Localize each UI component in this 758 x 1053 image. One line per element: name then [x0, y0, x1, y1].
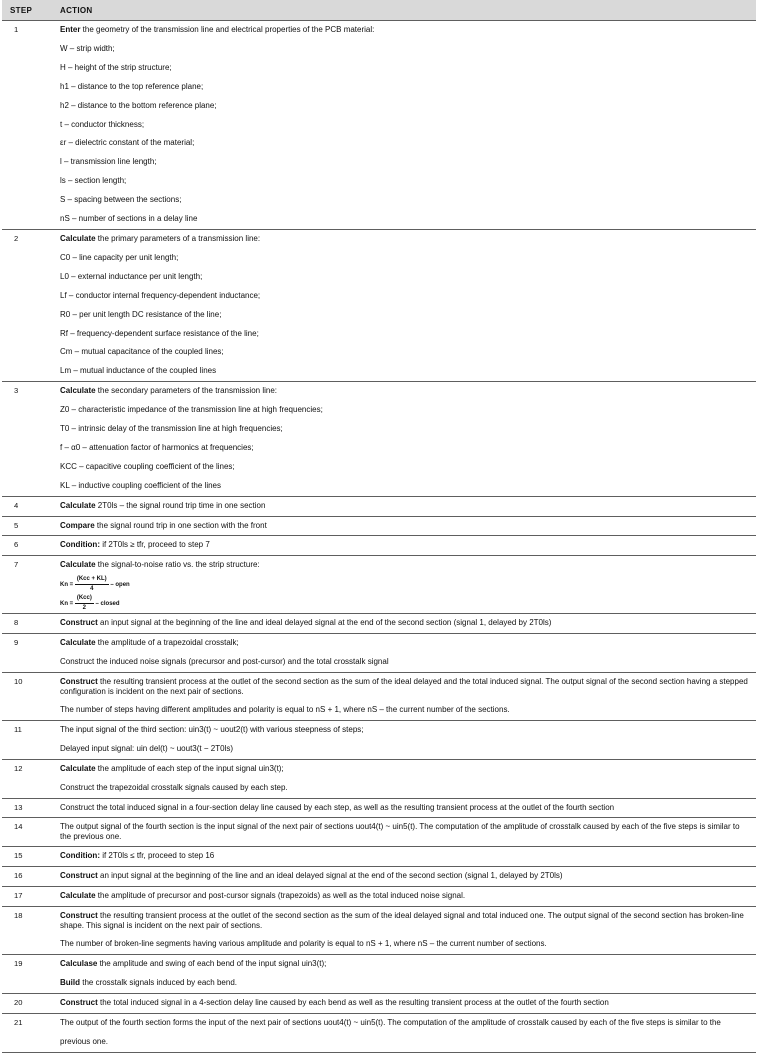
- action-text: the amplitude of each step of the input signal uin3(t);: [95, 763, 284, 773]
- table-row: [2, 673, 756, 721]
- action-line: [60, 268, 750, 287]
- step-number: 9: [2, 634, 52, 673]
- action-text: if 2T0ls ≥ tfr, proceed to step 7: [99, 540, 210, 550]
- action-text: the amplitude of precursor and post-cursor signals (trapezoids) as well as the total induced noise signal.: [95, 891, 466, 901]
- step-action: [52, 759, 756, 798]
- step-number: 15: [2, 847, 52, 867]
- action-text: Lm – mutual inductance of the coupled lines: [60, 366, 217, 376]
- action-line: [60, 779, 750, 798]
- action-line: [60, 974, 750, 993]
- fraction-denominator: 2: [82, 605, 87, 612]
- table-row: [2, 759, 756, 798]
- step-number: 17: [2, 887, 52, 907]
- step-number: 20: [2, 993, 52, 1013]
- step-number: 10: [2, 673, 52, 721]
- action-text: Lf – conductor internal frequency-dependent inductance;: [60, 290, 261, 300]
- table-row: [2, 1013, 756, 1052]
- action-text: S – spacing between the sections;: [60, 195, 182, 205]
- action-text: the secondary parameters of the transmission line:: [95, 386, 277, 396]
- step-number: 18: [2, 907, 52, 955]
- table-row: [2, 229, 756, 381]
- action-text: the resulting transient process at the outlet of the second section as the sum of the ideal delayed and the total induced signal. The output signal of the second section having a stepped configuration is incident on the next pair of sections.: [60, 677, 748, 696]
- action-text: the amplitude of a trapezoidal crosstalk;: [95, 638, 239, 648]
- action-text: 2T0ls – the signal round trip time in one section: [95, 500, 266, 510]
- table-row: [2, 955, 756, 994]
- action-line: [60, 867, 750, 886]
- action-text: The number of broken-line segments having various amplitude and polarity is equal to nS + 1, where nS – the current number of sections.: [60, 939, 547, 949]
- action-text: The output of the fourth section forms the input of the next pair of sections uout4(t) ~ uin5(t). The computation of the amplitude of crosstalk caused by each of the five steps is similar to the previous one.: [60, 1017, 721, 1046]
- action-verb: Calculate: [60, 638, 96, 648]
- action-text: h1 – distance to the top reference plane;: [60, 81, 204, 91]
- step-action: [52, 382, 756, 496]
- action-text: t – conductor thickness;: [60, 119, 145, 129]
- action-text: Construct the induced noise signals (precursor and post-cursor) and the total crosstalk signal: [60, 657, 389, 667]
- action-text: Delayed input signal: uin del(t) ~ uout3(t − 2T0ls): [60, 743, 233, 753]
- formula: [60, 575, 750, 594]
- action-line: [60, 760, 750, 779]
- action-verb: Enter: [60, 25, 81, 34]
- step-number: 7: [2, 556, 52, 614]
- table-row: [2, 867, 756, 887]
- action-text: the signal round trip in one section with the front: [94, 520, 267, 530]
- step-action: [52, 536, 756, 556]
- action-line: [60, 420, 750, 439]
- action-line: [60, 847, 750, 866]
- action-line: [60, 134, 750, 153]
- table-row: [2, 634, 756, 673]
- formula-rhs: – closed: [93, 601, 120, 608]
- table-row: [2, 887, 756, 907]
- action-verb: Calculate: [60, 891, 96, 901]
- action-line: [60, 401, 750, 420]
- action-line: [60, 907, 750, 935]
- formula-lhs: Kn =: [60, 582, 75, 589]
- action-verb: Construct: [60, 997, 98, 1007]
- action-line: [60, 818, 750, 846]
- action-line: [60, 78, 750, 97]
- fraction-numerator: (Kcc + KL): [75, 575, 109, 585]
- action-text: the resulting transient process at the outlet of the second section as the sum of the ideal delayed signal and total induced one. The output signal of the second section has broken-line shape. This signal is incident on the next pair of sections.: [60, 911, 744, 931]
- step-number: 2: [2, 229, 52, 381]
- action-text: f – α0 – attenuation factor of harmonics at frequencies;: [60, 442, 254, 452]
- action-line: [60, 634, 750, 653]
- action-line: [60, 210, 750, 229]
- action-text: KL – inductive coupling coefficient of the lines: [60, 480, 221, 490]
- action-line: [60, 116, 750, 135]
- table-row: [2, 993, 756, 1013]
- table-row: [2, 382, 756, 496]
- step-number: 14: [2, 818, 52, 847]
- action-line: [60, 21, 750, 40]
- step-action: [52, 818, 756, 847]
- action-verb: Construct: [60, 871, 98, 881]
- action-text: R0 – per unit length DC resistance of the line;: [60, 309, 222, 319]
- action-text: an input signal at the beginning of the line and ideal delayed signal at the end of the second section (signal 1, delayed by 2T0ls): [97, 618, 552, 628]
- action-text: the signal-to-noise ratio vs. the strip structure:: [95, 560, 260, 570]
- step-number: 21: [2, 1013, 52, 1052]
- action-text: Construct the trapezoidal crosstalk signals caused by each step.: [60, 782, 288, 792]
- action-text: C0 – line capacity per unit length;: [60, 252, 179, 262]
- action-line: [60, 362, 750, 381]
- action-line: [60, 556, 750, 575]
- action-verb: Calculate: [60, 500, 96, 510]
- table-row: [2, 818, 756, 847]
- action-text: the total induced signal in a 4-section delay line caused by each bend as well as the resulting transient process at the outlet of the fourth section: [97, 997, 609, 1007]
- step-number: 13: [2, 798, 52, 818]
- action-verb: Compare: [60, 520, 95, 530]
- formula: [60, 594, 750, 613]
- step-column-header: STEP: [2, 0, 52, 21]
- table-row: [2, 720, 756, 759]
- step-action: [52, 907, 756, 955]
- step-number: 8: [2, 614, 52, 634]
- action-line: [60, 701, 750, 720]
- step-number: 12: [2, 759, 52, 798]
- fraction-denominator: 4: [90, 586, 94, 593]
- action-text: h2 – distance to the bottom reference plane;: [60, 100, 217, 110]
- table-body: [2, 21, 756, 1053]
- action-text: an input signal at the beginning of the line and an ideal delayed signal at the end of the second section (signal 1, delayed by 2T0ls): [97, 871, 563, 881]
- action-line: [60, 614, 750, 633]
- step-action: [52, 496, 756, 516]
- action-verb: Calculate: [60, 386, 96, 396]
- action-line: [60, 439, 750, 458]
- step-action: [52, 21, 756, 230]
- action-line: [60, 287, 750, 306]
- action-line: [60, 994, 750, 1013]
- table-row: [2, 614, 756, 634]
- action-line: [60, 653, 750, 672]
- action-text: the primary parameters of a transmission line:: [95, 233, 261, 243]
- table-row: [2, 516, 756, 536]
- action-verb: Calculate: [60, 560, 96, 570]
- action-line: [60, 517, 750, 536]
- action-line: [60, 40, 750, 59]
- action-line: [60, 887, 750, 906]
- table-row: [2, 907, 756, 955]
- formula-lhs: Kn =: [60, 601, 75, 608]
- step-action: [52, 614, 756, 634]
- action-line: [60, 740, 750, 759]
- table-row: [2, 496, 756, 516]
- formula-rhs: – open: [108, 582, 130, 589]
- procedure-table: [2, 0, 756, 1053]
- action-line: [60, 536, 750, 555]
- step-number: 4: [2, 496, 52, 516]
- action-text: W – strip width;: [60, 43, 115, 53]
- action-line: [60, 97, 750, 116]
- action-verb: Condition:: [60, 851, 100, 861]
- action-text: Z0 – characteristic impedance of the transmission line at high frequencies;: [60, 405, 323, 415]
- table-row: [2, 798, 756, 818]
- step-action: [52, 993, 756, 1013]
- action-line: [60, 721, 750, 740]
- action-text: The number of steps having different amplitudes and polarity is equal to nS + 1, where nS – the current number of the sections.: [60, 705, 510, 714]
- action-verb: Build: [60, 977, 80, 987]
- step-action: [52, 798, 756, 818]
- action-line: [60, 799, 750, 818]
- action-text: Construct the total induced signal in a four-section delay line caused by each step, as well as the resulting transient process at the outlet of the fourth section: [60, 802, 615, 812]
- table-row: [2, 21, 756, 230]
- fraction-numerator: (Kcc): [75, 594, 94, 604]
- step-action: [52, 634, 756, 673]
- action-verb: Construct: [60, 911, 98, 921]
- table-row: [2, 847, 756, 867]
- action-text: T0 – intrinsic delay of the transmission line at high frequencies;: [60, 424, 283, 434]
- action-line: [60, 935, 750, 954]
- step-number: 16: [2, 867, 52, 887]
- step-action: [52, 720, 756, 759]
- action-text: L0 – external inductance per unit length;: [60, 271, 203, 281]
- action-line: [60, 191, 750, 210]
- step-number: 1: [2, 21, 52, 230]
- formula-fraction: [75, 575, 109, 594]
- action-verb: Construct: [60, 618, 98, 628]
- action-text: l – transmission line length;: [60, 157, 157, 167]
- action-text: εr – dielectric constant of the material;: [60, 138, 195, 148]
- action-verb: Condition:: [60, 540, 100, 550]
- action-line: [60, 172, 750, 191]
- action-line: [60, 458, 750, 477]
- action-line: [60, 382, 750, 401]
- step-action: [52, 673, 756, 721]
- step-number: 11: [2, 720, 52, 759]
- step-action: [52, 1013, 756, 1052]
- action-line: [60, 955, 750, 974]
- action-text: the amplitude and swing of each bend of the input signal uin3(t);: [97, 959, 327, 969]
- step-action: [52, 867, 756, 887]
- action-line: [60, 59, 750, 78]
- table-row: [2, 536, 756, 556]
- step-number: 5: [2, 516, 52, 536]
- action-text: Cm – mutual capacitance of the coupled lines;: [60, 347, 224, 357]
- action-line: [60, 249, 750, 268]
- action-text: The output signal of the fourth section is the input signal of the next pair of sections uout4(t) ~ uin5(t). The computation of the amplitude of crosstalk caused by each of the five steps is similar to the previous one.: [60, 822, 740, 842]
- action-text: H – height of the strip structure;: [60, 62, 172, 72]
- step-action: [52, 847, 756, 867]
- table-row: [2, 556, 756, 614]
- action-text: nS – number of sections in a delay line: [60, 214, 198, 224]
- action-line: [60, 1014, 750, 1052]
- action-text: The input signal of the third section: uin3(t) ~ uout2(t) with various steepness of steps;: [60, 724, 364, 734]
- action-line: [60, 343, 750, 362]
- step-action: [52, 955, 756, 994]
- step-action: [52, 229, 756, 381]
- action-line: [60, 306, 750, 325]
- table-header: [2, 0, 756, 21]
- step-number: 19: [2, 955, 52, 994]
- action-text: KCC – capacitive coupling coefficient of the lines;: [60, 461, 235, 471]
- action-text: the crosstalk signals induced by each bend.: [80, 977, 237, 987]
- action-verb: Calculase: [60, 959, 98, 969]
- step-number: 6: [2, 536, 52, 556]
- action-column-header: ACTION: [52, 0, 756, 21]
- action-line: [60, 477, 750, 496]
- action-text: the geometry of the transmission line and electrical properties of the PCB material:: [80, 25, 375, 34]
- action-line: [60, 497, 750, 516]
- formula-fraction: [75, 594, 94, 613]
- step-action: [52, 556, 756, 614]
- action-text: ls – section length;: [60, 176, 127, 186]
- action-text: Rf – frequency-dependent surface resistance of the line;: [60, 328, 259, 338]
- action-line: [60, 153, 750, 172]
- action-verb: Calculate: [60, 233, 96, 243]
- action-line: [60, 325, 750, 344]
- step-action: [52, 516, 756, 536]
- action-line: [60, 673, 750, 701]
- step-number: 3: [2, 382, 52, 496]
- action-line: [60, 230, 750, 249]
- action-verb: Construct: [60, 677, 98, 686]
- action-verb: Calculate: [60, 763, 96, 773]
- action-text: if 2T0ls ≤ tfr, proceed to step 16: [99, 851, 215, 861]
- step-action: [52, 887, 756, 907]
